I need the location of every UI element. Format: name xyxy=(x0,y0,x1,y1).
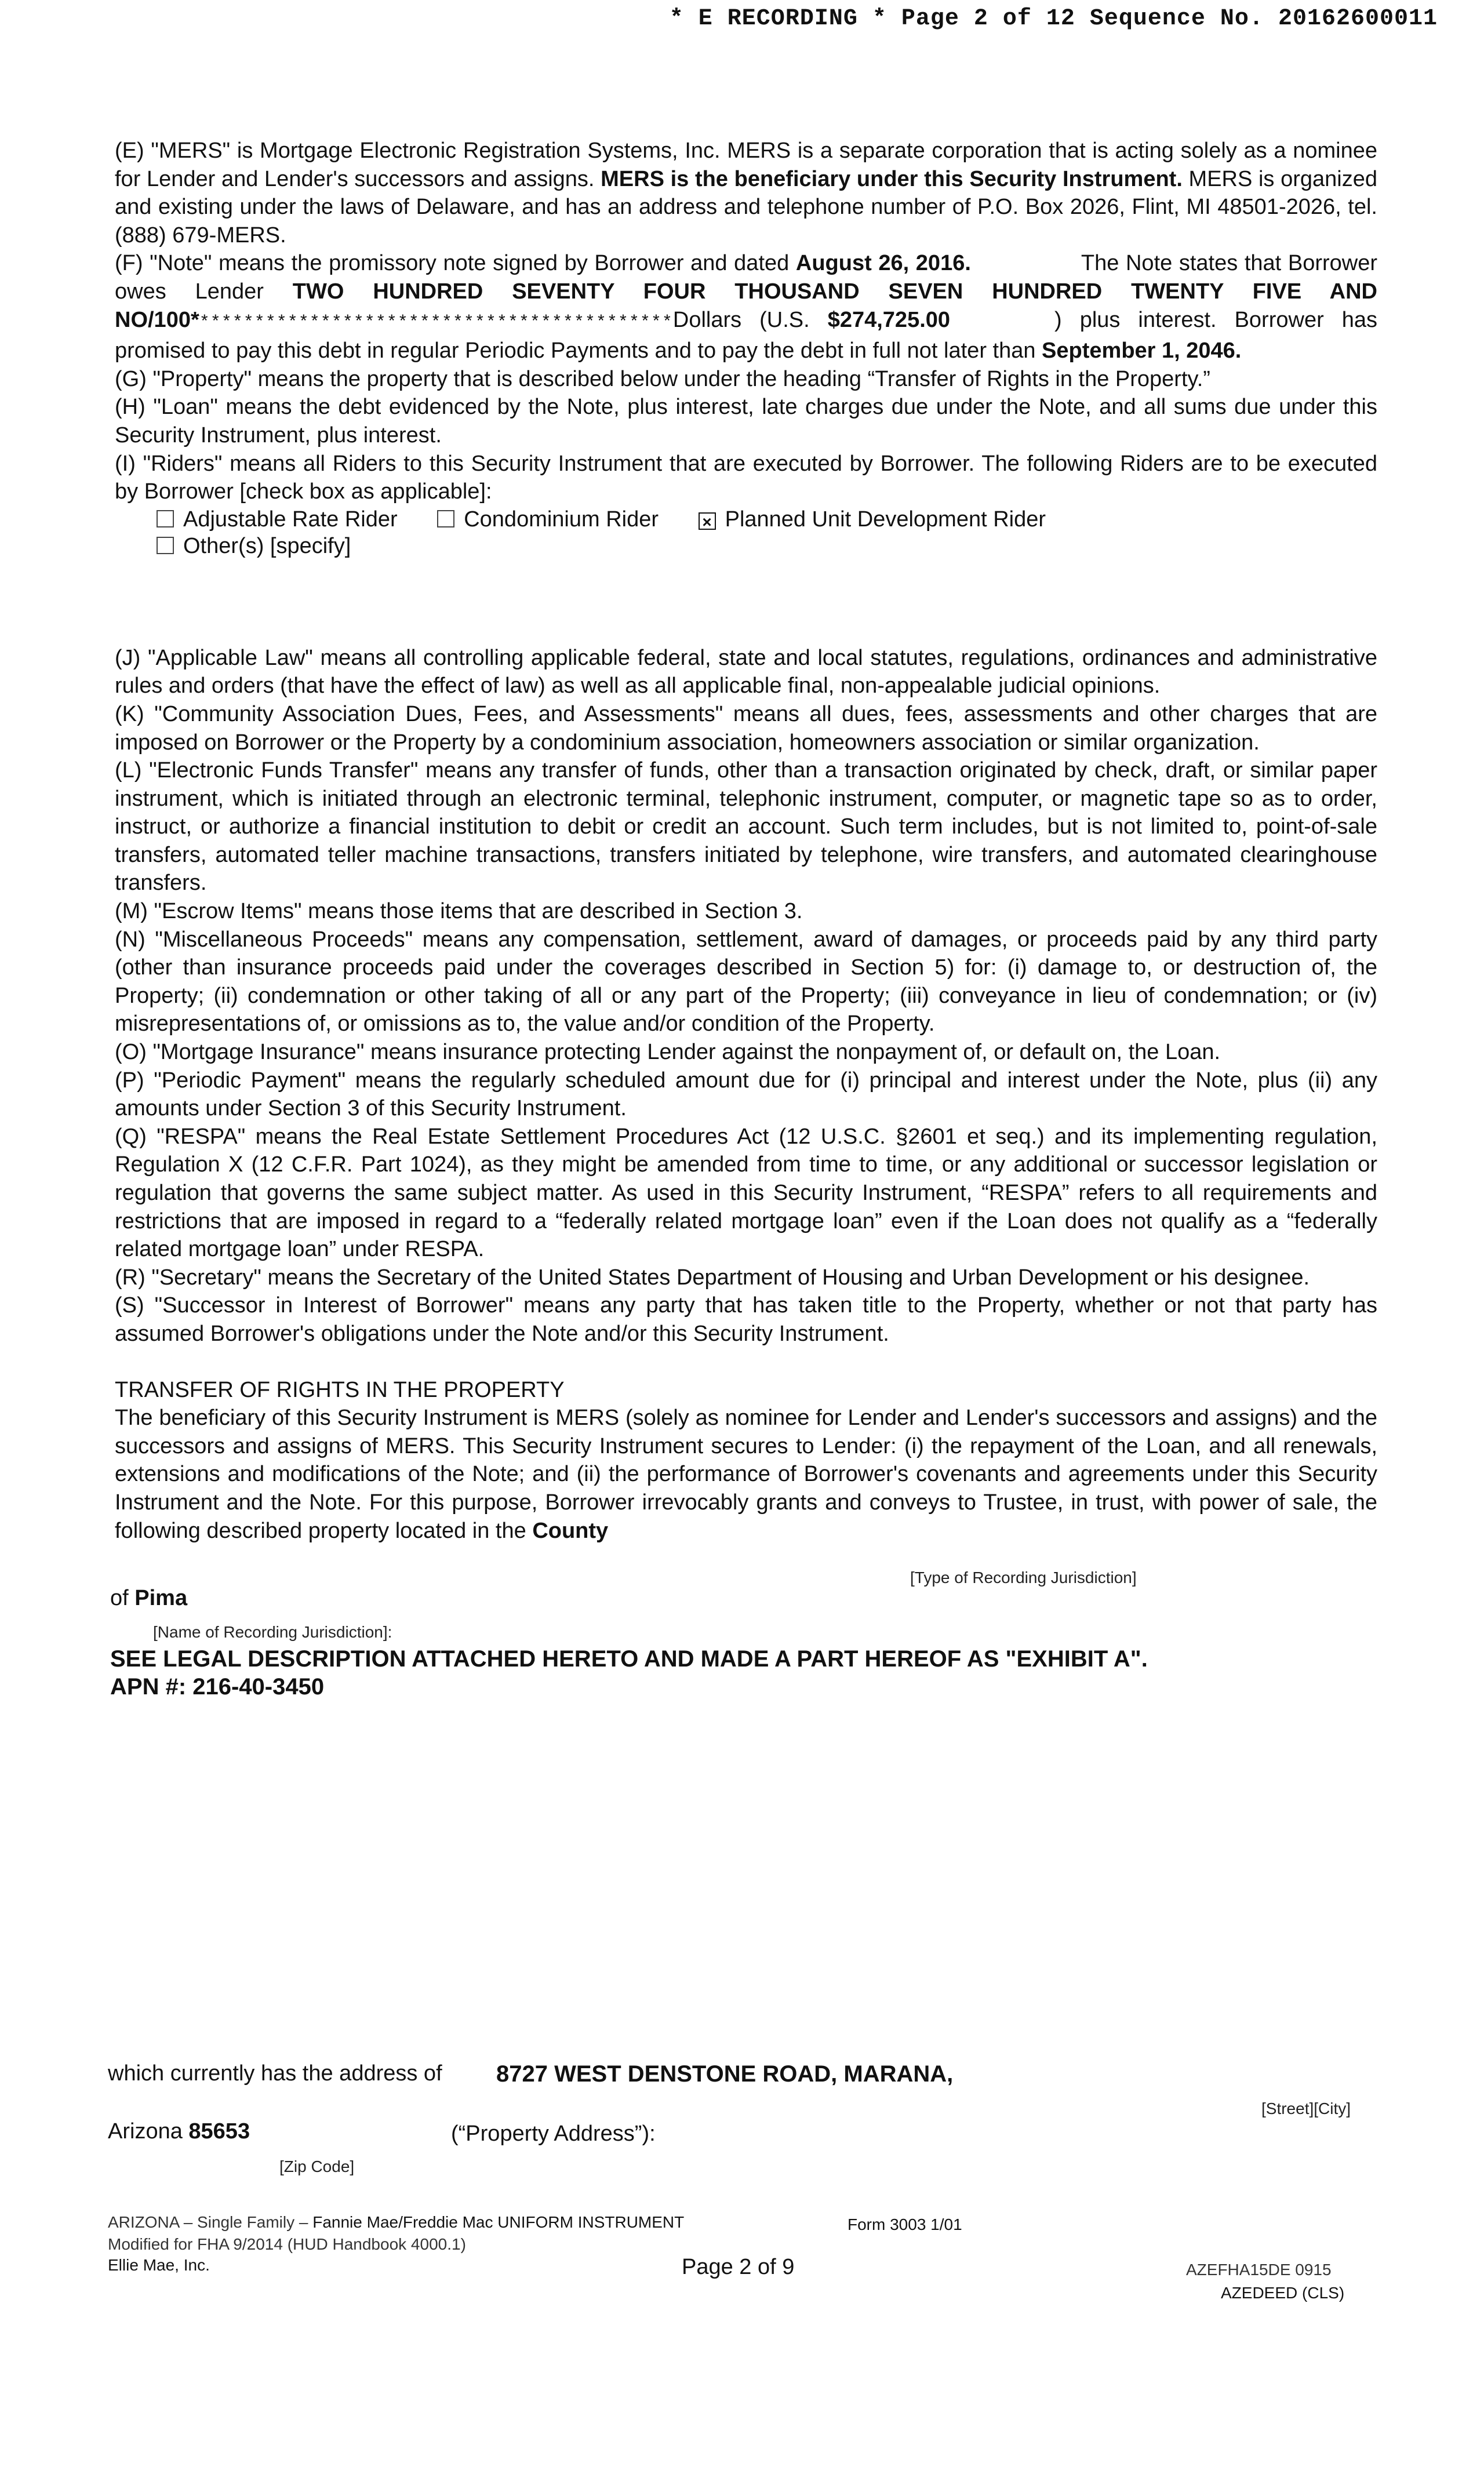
doc-code: AZEFHA15DE 0915 xyxy=(1186,2261,1332,2279)
deed-code: AZEDEED (CLS) xyxy=(1221,2284,1345,2302)
zip-caption: [Zip Code] xyxy=(279,2157,355,2175)
street-caption: [Street][City] xyxy=(1261,2100,1351,2117)
form-number: Form 3003 1/01 xyxy=(848,2215,962,2233)
definition-h: (H) "Loan" means the debt evidenced by the Note, plus interest, late charges due under the Note, and all sums due under this Security Instrument, plus interest. xyxy=(115,395,1377,447)
definition-j: (J) "Applicable Law" means all controlling applicable federal, state and local statutes, regulations, ordinances and administrative rules and orders (that have the effect of law) as well as all applicable final, non-appealable judicial opinions. xyxy=(115,645,1377,698)
riders-checklist xyxy=(115,506,1377,559)
jurisdiction-type: County xyxy=(532,1518,609,1543)
name-caption: [Name of Recording Jurisdiction]: xyxy=(153,1623,392,1641)
property-address-label: (“Property Address”): xyxy=(451,2122,656,2146)
term: "MERS" xyxy=(151,139,231,163)
page-number: Page 2 of 9 xyxy=(682,2255,795,2279)
definition-g: (G) "Property" means the property that is described below under the heading “Transfer of Rights in the Property.” xyxy=(115,366,1210,391)
definition-l: (L) "Electronic Funds Transfer" means any transfer of funds, other than a transaction originated by check, draft, or similar paper instrument, which is initiated through an electronic terminal, telephonic instrument, computer, or magnetic tape so as to order, instruct, or authorize a financial institution to debit or credit an account. Such term includes, but is not limited to, point-of-sale transfers, automated teller machine transactions, transfers initiated by telephone, wire transfers, and automated clearinghouse transfers. xyxy=(115,758,1377,896)
rider-adjustable-rate[interactable]: Adjustable Rate Rider xyxy=(157,506,398,533)
definition-o: (O) "Mortgage Insurance" means insurance protecting Lender against the nonpayment of, or default on, the Loan. xyxy=(115,1040,1221,1065)
state: Arizona xyxy=(108,2119,183,2144)
loan-amount: $274,725.00 xyxy=(827,307,951,332)
rider-other[interactable]: Other(s) [specify] xyxy=(157,533,351,559)
maturity-date: September 1, 2046. xyxy=(1042,339,1242,363)
address-prefix: which currently has the address of xyxy=(108,2061,442,2086)
street-address: 8727 WEST DENSTONE ROAD, MARANA, xyxy=(496,2061,954,2087)
definition-p: (P) "Periodic Payment" means the regularly scheduled amount due for (i) principal and interest under the Note, plus (ii) any amounts under Section 3 of this Security Instrument. xyxy=(115,1068,1377,1121)
legal-description: SEE LEGAL DESCRIPTION ATTACHED HERETO AND MADE A PART HEREOF AS "EXHIBIT A". xyxy=(110,1646,1148,1672)
jurisdiction-name: Pima xyxy=(134,1586,188,1610)
company-name: Ellie Mae, Inc. xyxy=(108,2256,210,2274)
recording-header: * E RECORDING * Page 2 of 12 Sequence No. 20162600011 xyxy=(669,6,1438,32)
note-date: August 26, 2016. xyxy=(795,251,971,276)
definition-i: (I) "Riders" means all Riders to this Security Instrument that are executed by Borrower. The following Riders are to be executed by Borrower [check box as applicable]: xyxy=(115,451,1377,504)
definition-r: (R) "Secretary" means the Secretary of the United States Department of Housing and Urban Development or his designee. xyxy=(115,1265,1310,1290)
apn-number: APN #: 216-40-3450 xyxy=(110,1674,325,1700)
document-body xyxy=(115,137,1377,1545)
type-caption: [Type of Recording Jurisdiction] xyxy=(910,1569,1137,1587)
checkbox-checked[interactable]: × xyxy=(699,512,716,530)
definition-k: (K) "Community Association Dues, Fees, and Assessments" means all dues, fees, assessments and other charges that are imposed on Borrower or the Property by a condominium association, homeowners association or similar organization. xyxy=(115,701,1377,755)
footer-line2: Modified for FHA 9/2014 (HUD Handbook 4000.1) xyxy=(108,2235,466,2253)
transfer-heading: TRANSFER OF RIGHTS IN THE PROPERTY xyxy=(115,1377,565,1402)
checkbox[interactable] xyxy=(437,510,454,527)
rider-planned-unit-development[interactable]: × Planned Unit Development Rider xyxy=(699,506,1046,533)
of-label: of xyxy=(110,1586,129,1610)
definition-m: (M) "Escrow Items" means those items that are described in Section 3. xyxy=(115,899,803,924)
definition-e: (E) "MERS" is Mortgage Electronic Registration Systems, Inc. MERS is a separate corporation that is acting solely as a nominee for Lender and Lender's successors and assigns. MERS is the beneficiary under this Security Instrument. MERS is organized and existing under the laws of Delaware, and has an address and telephone number of P.O. Box 2026, Flint, MI 48501-2026, tel. (888) 679-MERS. xyxy=(115,139,1378,248)
definition-f: (F) "Note" means the promissory note signed by Borrower and dated August 26, 2016. The Note states that Borrower owes Lender TWO HUNDRED SEVENTY FOUR THOUSAND SEVEN HUNDRED TWENTY FIVE AND NO/100********************************************Dollars (U.S. $274,725.00 ) plus interest. Borrower has promised to pay this debt in regular Periodic Payments and to pay the debt in full not later than September 1, 2046. xyxy=(115,251,1378,363)
definition-q: (Q) "RESPA" means the Real Estate Settlement Procedures Act (12 U.S.C. §2601 et seq.) and its implementing regulation, Regulation X (12 C.F.R. Part 1024), as they might be amended from time to time, or any additional or successor legislation or regulation that governs the same subject matter. As used in this Security Instrument, “RESPA” refers to all requirements and restrictions that are imposed in regard to a “federally related mortgage loan” even if the Loan does not qualify as a “federally related mortgage loan” under RESPA. xyxy=(115,1124,1377,1262)
rider-condominium[interactable]: Condominium Rider xyxy=(437,506,659,533)
checkbox[interactable] xyxy=(157,510,174,527)
transfer-paragraph: The beneficiary of this Security Instrument is MERS (solely as nominee for Lender and Lender's successors and assigns) and the successors and assigns of MERS. This Security Instrument secures to Lender: (i) the repayment of the Loan, and all renewals, extensions and modifications of the Note; and (ii) the performance of Borrower's covenants and agreements under this Security Instrument and the Note. For this purpose, Borrower irrevocably grants and conveys to Trustee, in trust, with power of sale, the following described property located in the County xyxy=(115,1406,1377,1543)
footer-line1: ARIZONA – Single Family – Fannie Mae/Freddie Mac UNIFORM INSTRUMENT xyxy=(108,2213,685,2231)
definition-s: (S) "Successor in Interest of Borrower" means any party that has taken title to the Property, whether or not that party has assumed Borrower's obligations under the Note and/or this Security Instrument. xyxy=(115,1293,1378,1346)
definition-n: (N) "Miscellaneous Proceeds" means any compensation, settlement, award of damages, or proceeds paid by any third party (other than insurance proceeds paid under the coverages described in Section 5) for: (i) damage to, or destruction of, the Property; (ii) condemnation or other taking of all or any part of the Property; (iii) conveyance in lieu of condemnation; or (iv) misrepresentations of, or omissions as to, the value and/or condition of the Property. xyxy=(115,927,1378,1036)
amount-words: TWO HUNDRED SEVENTY FOUR THOUSAND SEVEN HUNDRED TWENTY FIVE AND NO/100* xyxy=(115,279,1377,332)
checkbox[interactable] xyxy=(157,537,174,554)
zip-code: 85653 xyxy=(188,2119,250,2144)
